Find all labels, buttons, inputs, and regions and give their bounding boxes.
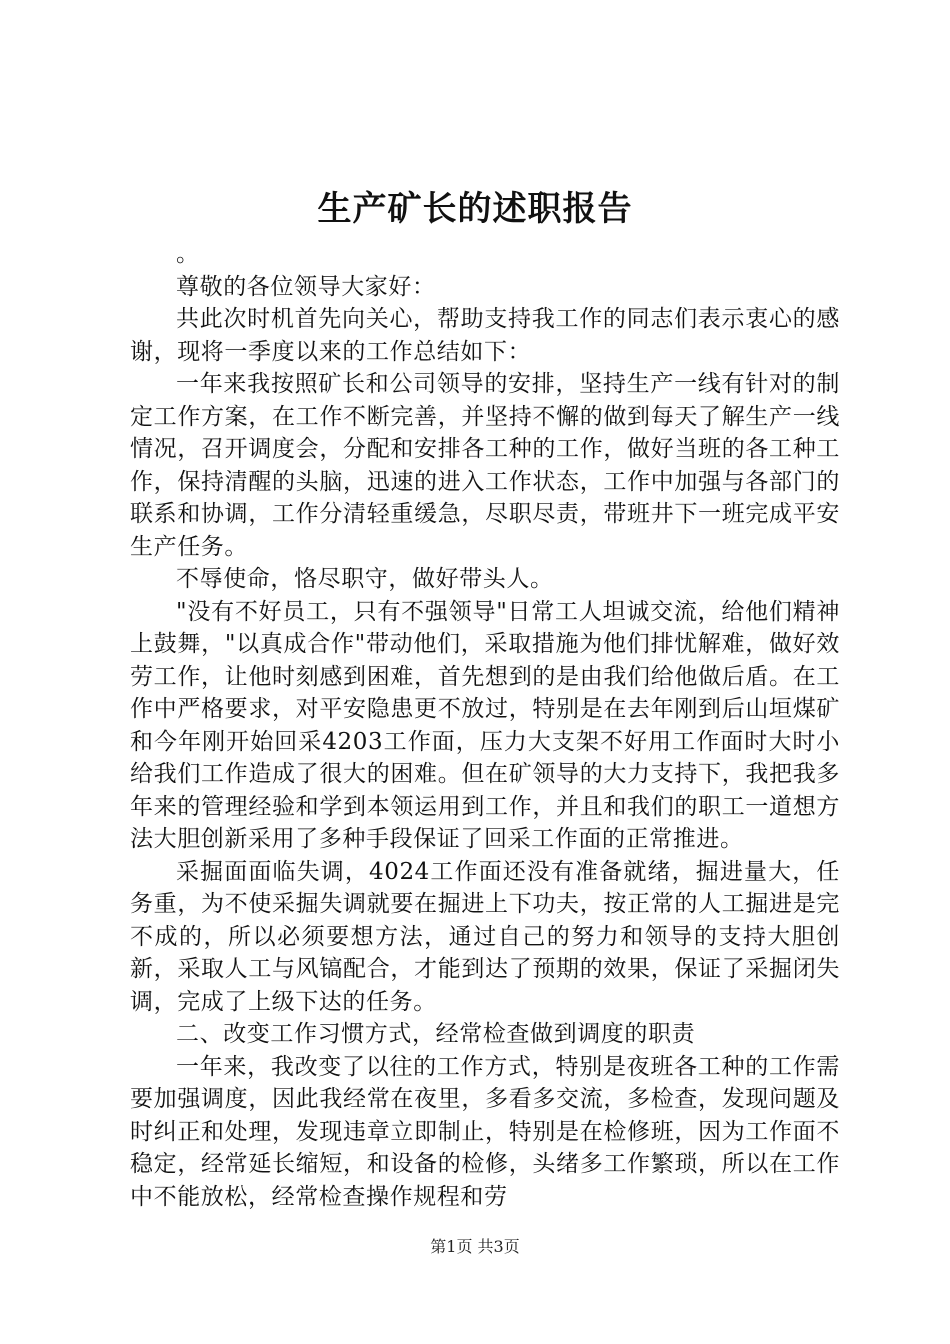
paragraph-team-management: "没有不好员工，只有不强领导"日常工人坦诚交流，给他们精神上鼓舞，"以真成合作"带动他们，采取措施为他们排忧解难，做好效劳工作，让他时刻感到困难，首先想到的是由我们给他做后盾。在工作中严格要求，对平安隐患更不放过，特别是在去年刚到后山垣煤矿和今年刚开始回采4203工作面，压力大支架不好用工作面时大时小给我们工作造成了很大的困难。但在矿领导的大力支持下，我把我多年来的管理经验和学到本领运用到工作，并且和我们的职工一道想方法大胆创新采用了多种手段保证了回采工作面的正常推进。: [130, 598, 840, 852]
document-title: 生产矿长的述职报告: [317, 189, 633, 229]
paragraph-dot: 。: [176, 241, 200, 267]
paragraph-salutation: 尊敬的各位领导大家好：: [176, 273, 436, 300]
paragraph-work-plan: 一年来我按照矿长和公司领导的安排，坚持生产一线有针对的制定工作方案，在工作不断完善，并坚持不懈的做到每天了解生产一线情况，召开调度会，分配和安排各工种的工作，做好当班的各工种工作，保持清醒的头脑，迅速的进入工作状态，工作中加强与各部门的联系和协调，工作分清轻重缓急，尽职尽责，带班井下一班完成平安生产任务。: [130, 371, 840, 560]
paragraph-leader-duty: 不辱使命，恪尽职守，做好带头人。: [176, 566, 554, 592]
document-body: [130, 238, 840, 1213]
paragraph-excavation: 采掘面面临失调，4024工作面还没有准备就绪，掘进量大，任务重，为不使采掘失调就要在掘进上下功夫，按正常的人工掘进是完不成的，所以必须要想方法，通过自己的努力和领导的支持大胆创新，采取人工与风镐配合，才能到达了预期的效果，保证了采掘闭失调，完成了上级下达的任务。: [130, 858, 840, 1015]
paragraph-intro: 共此次时机首先向关心，帮助支持我工作的同志们表示衷心的感谢，现将一季度以来的工作总结如下：: [130, 306, 840, 365]
paragraph-section-heading-2: 二、改变工作习惯方式，经常检查做到调度的职责: [176, 1021, 696, 1047]
paragraph-work-style: 一年来，我改变了以往的工作方式，特别是夜班各工种的工作需要加强调度，因此我经常在夜里，多看多交流，多检查，发现问题及时纠正和处理，发现违章立即制止，特别是在检修班，因为工作面不稳定，经常延长缩短，和设备的检修，头绪多工作繁琐，所以在工作中不能放松，经常检查操作规程和劳: [130, 1053, 840, 1210]
page-footer: 第1页 共3页: [430, 1237, 520, 1256]
